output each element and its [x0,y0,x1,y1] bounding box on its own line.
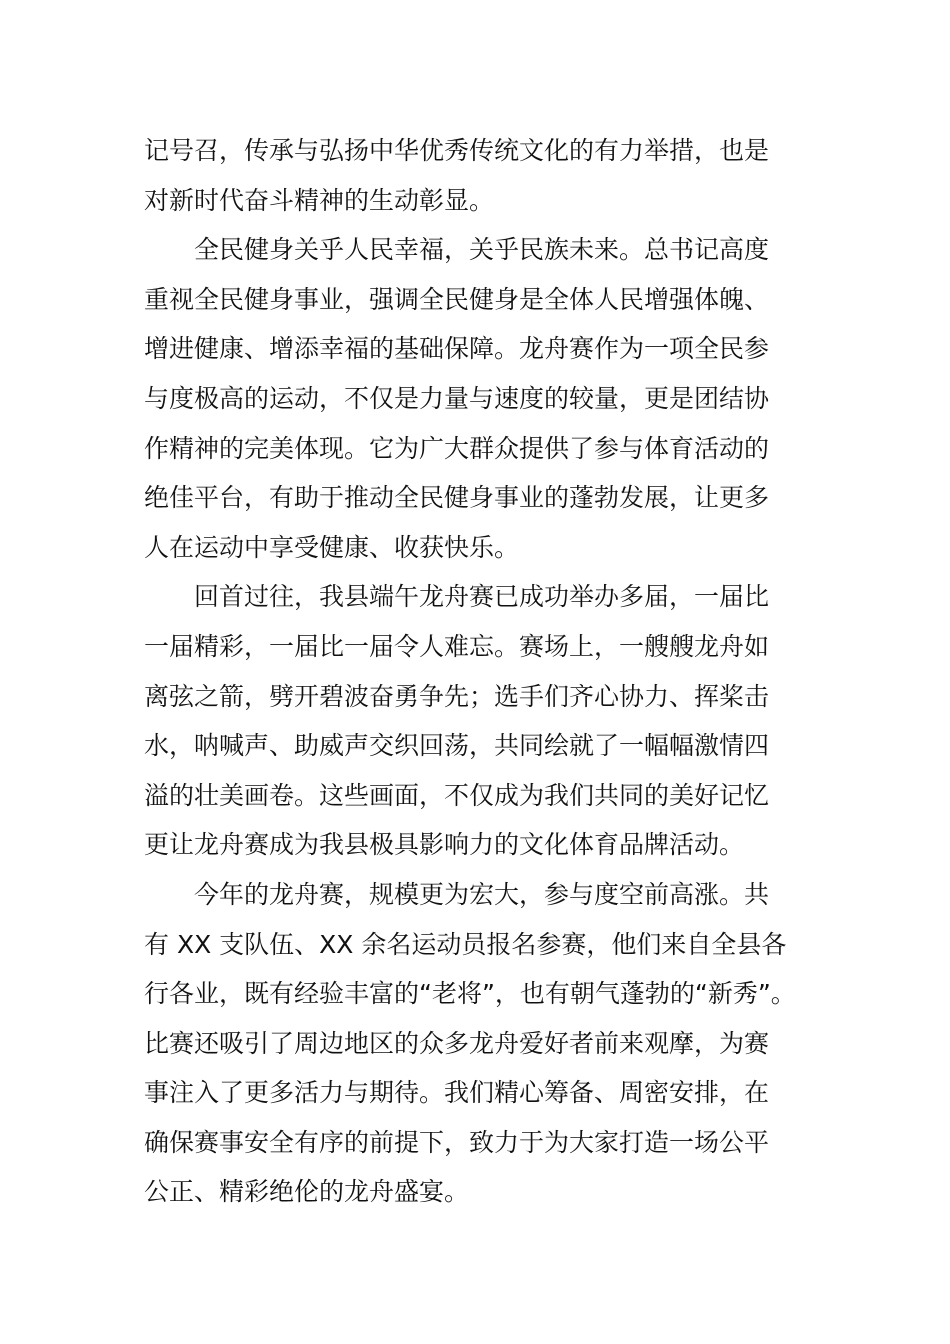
text-line: 记号召，传承与弘扬中华优秀传统文化的有力举措，也是 [144,136,770,165]
text-line: 更让龙舟赛成为我县极具影响力的文化体育品牌活动。 [144,830,745,860]
text-line: 全民健身关乎人民幸福，关乎民族未来。总书记高度 [144,235,770,265]
text-line: 增进健康、增添幸福的基础保障。龙舟赛作为一项全民参 [144,334,770,364]
text-line: 有 XX 支队伍、XX 余名运动员报名参赛，他们来自全县各 [144,929,787,959]
text-line: 作精神的完美体现。它为广大群众提供了参与体育活动的 [144,433,770,463]
text-line: 水，呐喊声、助威声交织回荡，共同绘就了一幅幅激情四 [144,731,770,761]
text-line: 事注入了更多活力与期待。我们精心筹备、周密安排，在 [144,1078,770,1108]
text-line: 绝佳平台，有助于推动全民健身事业的蓬勃发展，让更多 [144,483,770,513]
text-line: 与度极高的运动，不仅是力量与速度的较量，更是团结协 [144,383,770,413]
body-text [144,126,808,1217]
text-line: 人在运动中享受健康、收获快乐。 [144,532,520,562]
text-line: 回首过往，我县端午龙舟赛已成功举办多届，一届比 [144,582,770,612]
text-line: 比赛还吸引了周边地区的众多龙舟爱好者前来观摩，为赛 [144,1028,770,1058]
text-line: 今年的龙舟赛，规模更为宏大，参与度空前高涨。共 [144,879,770,909]
text-line: 行各业，既有经验丰富的“老将”，也有朝气蓬勃的“新秀”。 [144,979,796,1009]
text-line: 一届精彩，一届比一届令人难忘。赛场上，一艘艘龙舟如 [144,631,770,661]
text-line: 离弦之箭，劈开碧波奋勇争先；选手们齐心协力、挥桨击 [144,681,770,711]
text-line: 确保赛事安全有序的前提下，致力于为大家打造一场公平 [144,1127,770,1157]
text-line: 公正、精彩绝伦的龙舟盛宴。 [144,1177,470,1207]
text-line: 重视全民健身事业，强调全民健身是全体人民增强体魄、 [144,284,770,314]
text-line: 溢的壮美画卷。这些画面，不仅成为我们共同的美好记忆 [144,780,770,810]
text-line: 对新时代奋斗精神的生动彰显。 [144,185,495,215]
